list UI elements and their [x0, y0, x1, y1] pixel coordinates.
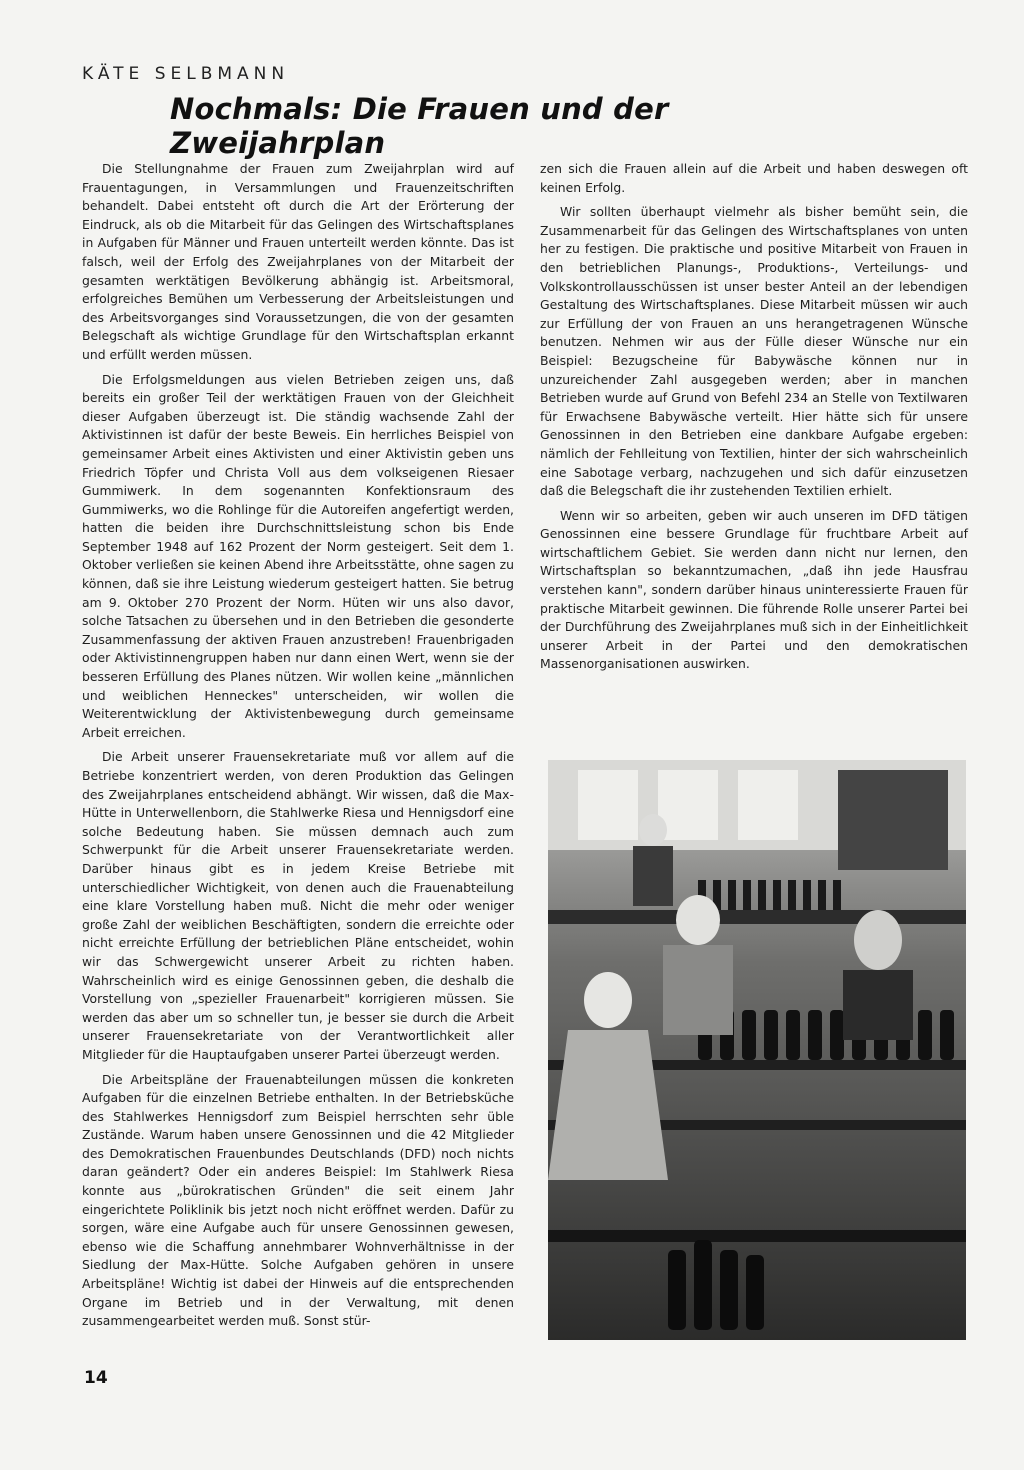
article-title: Nochmals: Die Frauen und der Zweijahrplan: [170, 92, 669, 160]
paragraph-continuation: zen sich die Frauen allein auf die Arbeit und haben deswegen oft keinen Erfolg.: [540, 161, 968, 195]
page-number: 14: [84, 1368, 108, 1388]
paragraph: Die Erfolgsmeldungen aus vielen Betrieben zeigen uns, daß bereits ein großer Teil der werktätigen Frauen von der Gleichheit dieser Aufgaben überzeugt ist. Die ständig wachsende Zahl der Aktivistinnen ist dafür der beste Beweis. Ein herrliches Beispiel von gemeinsamer Arbeit eines Aktivisten und einer Aktivistin geben uns Friedrich Töpfer und Christa Voll aus dem volkseigenen Riesaer Gummiwerk. In dem sogenannten Konfektionsraum des Gummiwerks, wo die Rohlinge für die Autoreifen angefertigt werden, hatten die beiden ihre Durchschnittsleistung schon bis Ende September 1948 auf 162 Prozent der Norm gesteigert. Seit dem 1. Oktober verließen sie keinen Abend ihre Arbeitsstätte, ohne sagen zu können, daß sie ihre Leistung wiederum gesteigert hatten. Sie betrug am 9. Oktober 270 Prozent der Norm. Hüten wir uns also davor, solche Tatsachen zu übersehen und in den Betrieben die gesonderte Zusammenfassung der aktiven Frauen anzustreben! Frauenbrigaden oder Aktivistinnengruppen haben nur dann einen Wert, wenn sie der besseren Erfüllung des Planes nützen. Wir wollen keine „männlichen und weiblichen Henneckes" unterscheiden, wir wollen die Weiterentwicklung der Aktivistenbewegung durch gemeinsame Arbeit erreichen.: [82, 371, 514, 740]
paragraph: Wir sollten überhaupt vielmehr als bisher bemüht sein, die Zusammenarbeit für das Gelingen des Wirtschaftsplanes von unten her zu festigen. Die praktische und positive Mitarbeit von Frauen in den betrieblichen Planungs-, Produktions-, Verteilungs- und Volkskontrollausschüssen ist unser bester Anteil an der lebendigen Gestaltung des Wirtschaftsplanes. Diese Mitarbeit müssen wir auch zur Erfüllung der von Frauen an uns herangetragenen Wünsche benutzen. Nehmen wir aus der Fülle dieser Wünsche nur ein Beispiel: Bezugscheine für Babywäsche können nur in unzureichender Zahl ausgegeben werden; aber in manchen Betrieben wurde auf Grund von Befehl 234 an Stelle von Textilwaren für Erwachsene Babywäsche verteilt. Hier hätte sich für unsere Genossinnen in den Betrieben eine dankbare Aufgabe ergeben: nämlich der Fehlleitung von Textilien, hinter der sich wahrscheinlich eine Sabotage verbarg, nachzugehen und sich dafür einzusetzen daß die Belegschaft die ihr zustehenden Textilien erhielt.: [540, 204, 968, 499]
author-name: KÄTE SELBMANN: [82, 64, 290, 84]
paragraph: Die Stellungnahme der Frauen zum Zweijahrplan wird auf Frauentagungen, in Versammlungen und Frauenzeitschriften behandelt. Dabei entsteht oft durch die Art der Erörterung der Eindruck, als ob die Mitarbeit für das Gelingen des Wirtschaftsplanes in Aufgaben für Männer und Frauen unterteilt werden könnte. Das ist falsch, weil der Erfolg des Zweijahrplanes von der Mitarbeit der gesamten werktätigen Bevölkerung abhängig ist. Arbeitsmoral, erfolgreiches Bemühen um Verbesserung der Arbeitsleistungen und des Arbeitsvorganges sind Voraussetzungen, die von der gesamten Belegschaft als wichtige Grundlage für den Wirtschaftsplan erkannt und erfüllt werden müssen.: [82, 161, 514, 362]
paragraph: Die Arbeit unserer Frauensekretariate muß vor allem auf die Betriebe konzentriert werden, von deren Produktion das Gelingen des Zweijahrplanes entscheidend abhängt. Wir wissen, daß die Max-Hütte in Unterwellenborn, die Stahlwerke Riesa und Hennigsdorf eine solche Bedeutung haben. Sie müssen demnach auch zum Schwerpunkt für die Arbeit unserer Frauensekretariate werden. Darüber hinaus gibt es in jedem Kreise Betriebe mit unterschiedlicher Wichtigkeit, von denen auch die Frauenabteilung eine klare Vorstellung haben muß. Nicht die mehr oder weniger große Zahl der weiblichen Beschäftigten, sondern die erreichte oder nicht erreichte Erfüllung der betrieblichen Pläne entscheidet, wohin wir das Schwergewicht unserer Arbeit zu richten haben. Wahrscheinlich wird es einige Genossinnen geben, die deshalb die Vorstellung von „spezieller Frauenarbeit" korrigieren müssen. Sie werden das aber um so schneller tun, je besser sie durch die Arbeit unserer Frauensekretariate von der Verantwortlichkeit aller Mitglieder für die Hauptaufgaben unserer Partei überzeugt werden.: [82, 749, 514, 1062]
left-column: [82, 160, 514, 1337]
factory-photo: [548, 760, 966, 1340]
right-column: [540, 160, 968, 680]
bottling-workers-photo-icon: [548, 760, 966, 1340]
paragraph: Wenn wir so arbeiten, geben wir auch unseren im DFD tätigen Genossinnen eine bessere Grundlage für fruchtbare Arbeit auf wirtschaftlichem Gebiet. Sie werden dann nicht nur lernen, den Wirtschaftsplan so bekanntzumachen, „daß ihn jede Hausfrau verstehen kann", sondern darüber hinaus uninteressierte Frauen für praktische Mitarbeit gewinnen. Die führende Rolle unserer Partei bei der Durchführung des Zweijahrplanes muß sich in der Einheitlichkeit unserer Arbeit in der Partei und den demokratischen Massenorganisationen auswirken.: [540, 507, 968, 672]
paragraph: Die Arbeitspläne der Frauenabteilungen müssen die konkreten Aufgaben für die einzelnen Betriebe enthalten. In der Betriebsküche des Stahlwerkes Hennigsdorf zum Beispiel herrschten sehr üble Zustände. Warum haben unsere Genossinnen und die 42 Mitglieder des Demokratischen Frauenbundes Deutschlands (DFD) noch nichts daran geändert? Oder ein anderes Beispiel: Im Stahlwerk Riesa konnte aus „bürokratischen Gründen" die seit einem Jahr eingerichtete Poliklinik bis jetzt noch nicht eröffnet werden. Dafür zu sorgen, wäre eine Aufgabe auch für unsere Genossinnen gewesen, ebenso wie die Schaffung annehmbarer Wohnverhältnisse in der Siedlung der Max-Hütte. Solche Aufgaben gehören in unsere Arbeitspläne! Wichtig ist dabei der Hinweis auf die entsprechenden Organe im Betrieb und in der Verwaltung, mit denen zusammengearbeitet werden muß. Sonst stür-: [82, 1071, 514, 1329]
